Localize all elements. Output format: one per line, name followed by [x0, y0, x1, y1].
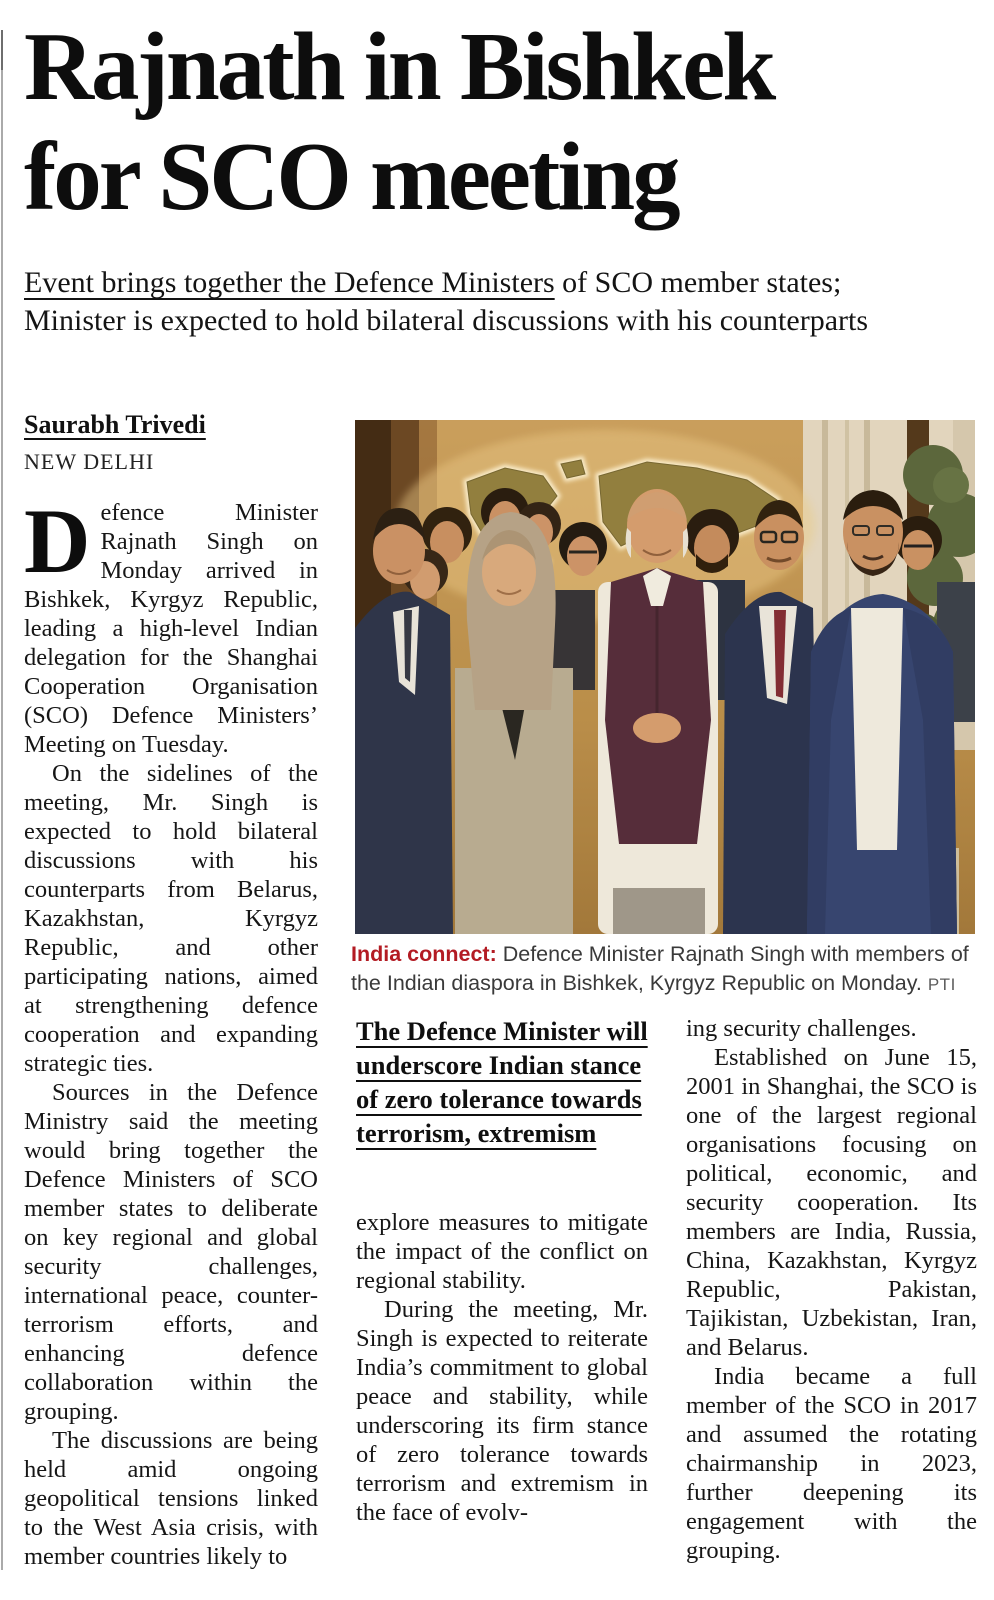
- byline-author[interactable]: Saurabh Trivedi: [24, 410, 206, 439]
- caption-credit: PTI: [927, 975, 956, 994]
- dropcap: D: [24, 490, 91, 592]
- standfirst: [24, 264, 976, 340]
- paragraph: ing security challenges.: [686, 1015, 917, 1042]
- paragraph: Established on June 15, 2001 in Shanghai, the SCO is one of the largest regional organisations focusing on political, economic, and security cooperation. Its members are India, Russia, China, Kazakhstan, Kyrgyz Republic, Pakistan, Tajikistan, Uzbekistan, Iran, and Belarus.: [686, 1044, 977, 1361]
- standfirst-line2: Minister is expected to hold bilateral discussions with his counterparts: [24, 304, 869, 337]
- article-photo: [355, 420, 975, 934]
- crosshead: The Defence Minister will underscore Indian stance of zero tolerance towards terrorism, extremism: [356, 1016, 648, 1148]
- headline-line1: Rajnath in Bishkek: [24, 13, 774, 120]
- paragraph: India became a full member of the SCO in 2017 and assumed the rotating chairmanship in 2023, further deepening its engagement with the grouping.: [686, 1363, 977, 1564]
- column-right: [686, 1014, 977, 1574]
- paragraph: The discussions are being held amid ongoing geopolitical tensions linked to the West Asia crisis, with member countries likely to: [24, 1427, 318, 1570]
- caption-text: Defence Minister Rajnath Singh with members of the Indian diaspora in Bishkek, Kyrgyz Republic on Monday.: [351, 942, 969, 995]
- caption-label: India connect:: [351, 942, 497, 966]
- paragraph: During the meeting, Mr. Singh is expected to reiterate India’s commitment to global peace and stability, while underscoring its firm stance of zero tolerance towards terrorism and extremism in the face of evolv-: [356, 1296, 648, 1526]
- paragraph: Sources in the Defence Ministry said the meeting would bring together the Defence Ministers of SCO member states to deliberate on key regional and global security challenges, international peace, counter-terrorism efforts, and enhancing defence collaboration within the grouping.: [24, 1079, 318, 1425]
- column-middle: [356, 1014, 648, 1574]
- column-rule: [1, 30, 3, 1570]
- standfirst-underlined: Event brings together the Defence Ministers: [24, 266, 555, 299]
- dateline: NEW DELHI: [24, 449, 155, 474]
- column-left: [24, 490, 318, 1570]
- paragraph: explore measures to mitigate the impact of the conflict on regional stability.: [356, 1209, 648, 1294]
- photo-illustration: [355, 420, 975, 934]
- photo-caption: [351, 940, 983, 999]
- paragraph: On the sidelines of the meeting, Mr. Singh is expected to hold bilateral discussions with his counterparts from Belarus, Kazakhstan, Kyrgyz Republic, and other participating nations, aimed at strengthening defence cooperation and expanding strategic ties.: [24, 760, 318, 1077]
- headline-line2: for SCO meeting: [24, 123, 678, 230]
- paragraph: [24, 490, 318, 759]
- standfirst-rest: of SCO member states;: [554, 266, 842, 299]
- page-title: [24, 12, 980, 232]
- paragraph-text: efence Minister Rajnath Singh on Monday arrived in Bishkek, Kyrgyz Republic, leading a high-level Indian delegation for the Shanghai Cooperation Organisation (SCO) Defence Ministers’ Meeting on Tuesday.: [24, 499, 318, 758]
